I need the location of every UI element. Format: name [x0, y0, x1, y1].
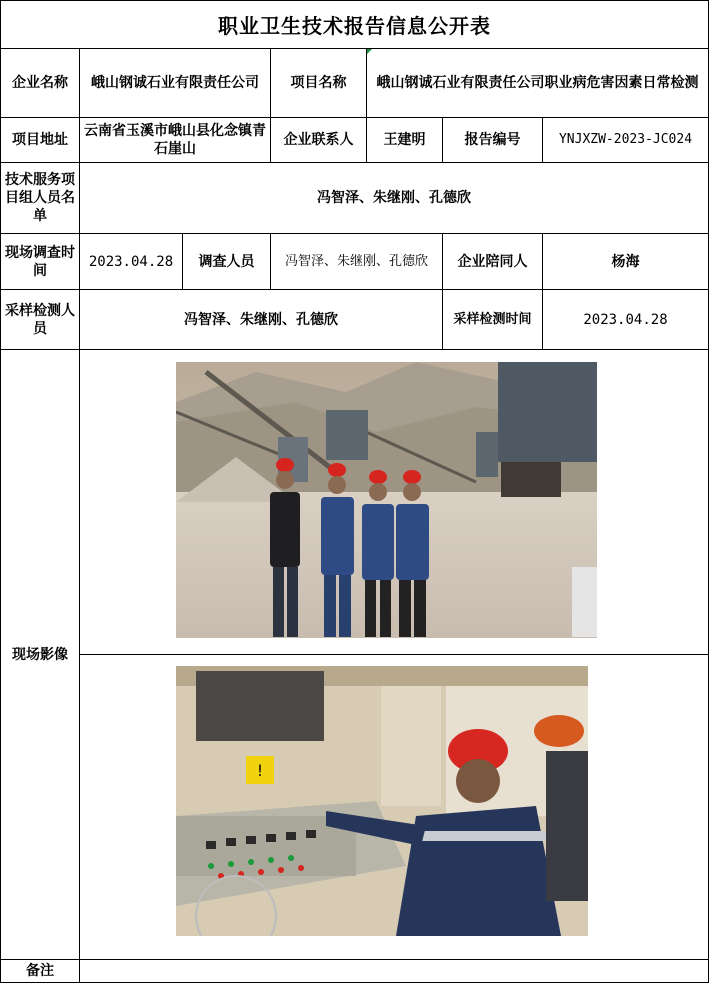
cell-marker: [367, 49, 372, 54]
address-value: 云南省玉溪市峨山县化念镇青石崖山: [79, 117, 271, 163]
surveyor-value: 冯智泽、朱继刚、孔德欣: [270, 233, 443, 290]
remark-label: 备注: [0, 959, 80, 983]
contact-label: 企业联系人: [270, 117, 367, 163]
company-value: 峨山钢诚石业有限责任公司: [79, 48, 271, 118]
sampler-label: 采样检测人员: [0, 289, 80, 350]
report-no-label: 报告编号: [442, 117, 543, 163]
survey-time-value: 2023.04.28: [79, 233, 183, 290]
address-label: 项目地址: [0, 117, 80, 163]
form-title: 职业卫生技术报告信息公开表: [0, 0, 709, 48]
photo-label: 现场影像: [0, 349, 80, 960]
project-value: 峨山钢诚石业有限责任公司职业病危害因素日常检测: [366, 48, 709, 118]
company-label: 企业名称: [0, 48, 80, 118]
team-value: 冯智泽、朱继刚、孔德欣: [79, 162, 709, 234]
survey-time-label: 现场调查时间: [0, 233, 80, 290]
contact-value: 王建明: [366, 117, 443, 163]
escort-label: 企业陪同人: [442, 233, 543, 290]
sample-time-value: 2023.04.28: [542, 289, 709, 350]
sampler-value: 冯智泽、朱继刚、孔德欣: [79, 289, 443, 350]
surveyor-label: 调查人员: [182, 233, 271, 290]
remark-value: [79, 959, 709, 983]
site-photo-control-room: [176, 666, 588, 936]
sample-time-label: 采样检测时间: [442, 289, 543, 350]
team-label: 技术服务项目组人员名单: [0, 162, 80, 234]
svg-text:!: !: [256, 761, 264, 780]
report-no-value: YNJXZW-2023-JC024: [542, 117, 709, 163]
site-photo-team: [176, 362, 597, 638]
escort-value: 杨海: [542, 233, 709, 290]
project-label: 项目名称: [270, 48, 367, 118]
